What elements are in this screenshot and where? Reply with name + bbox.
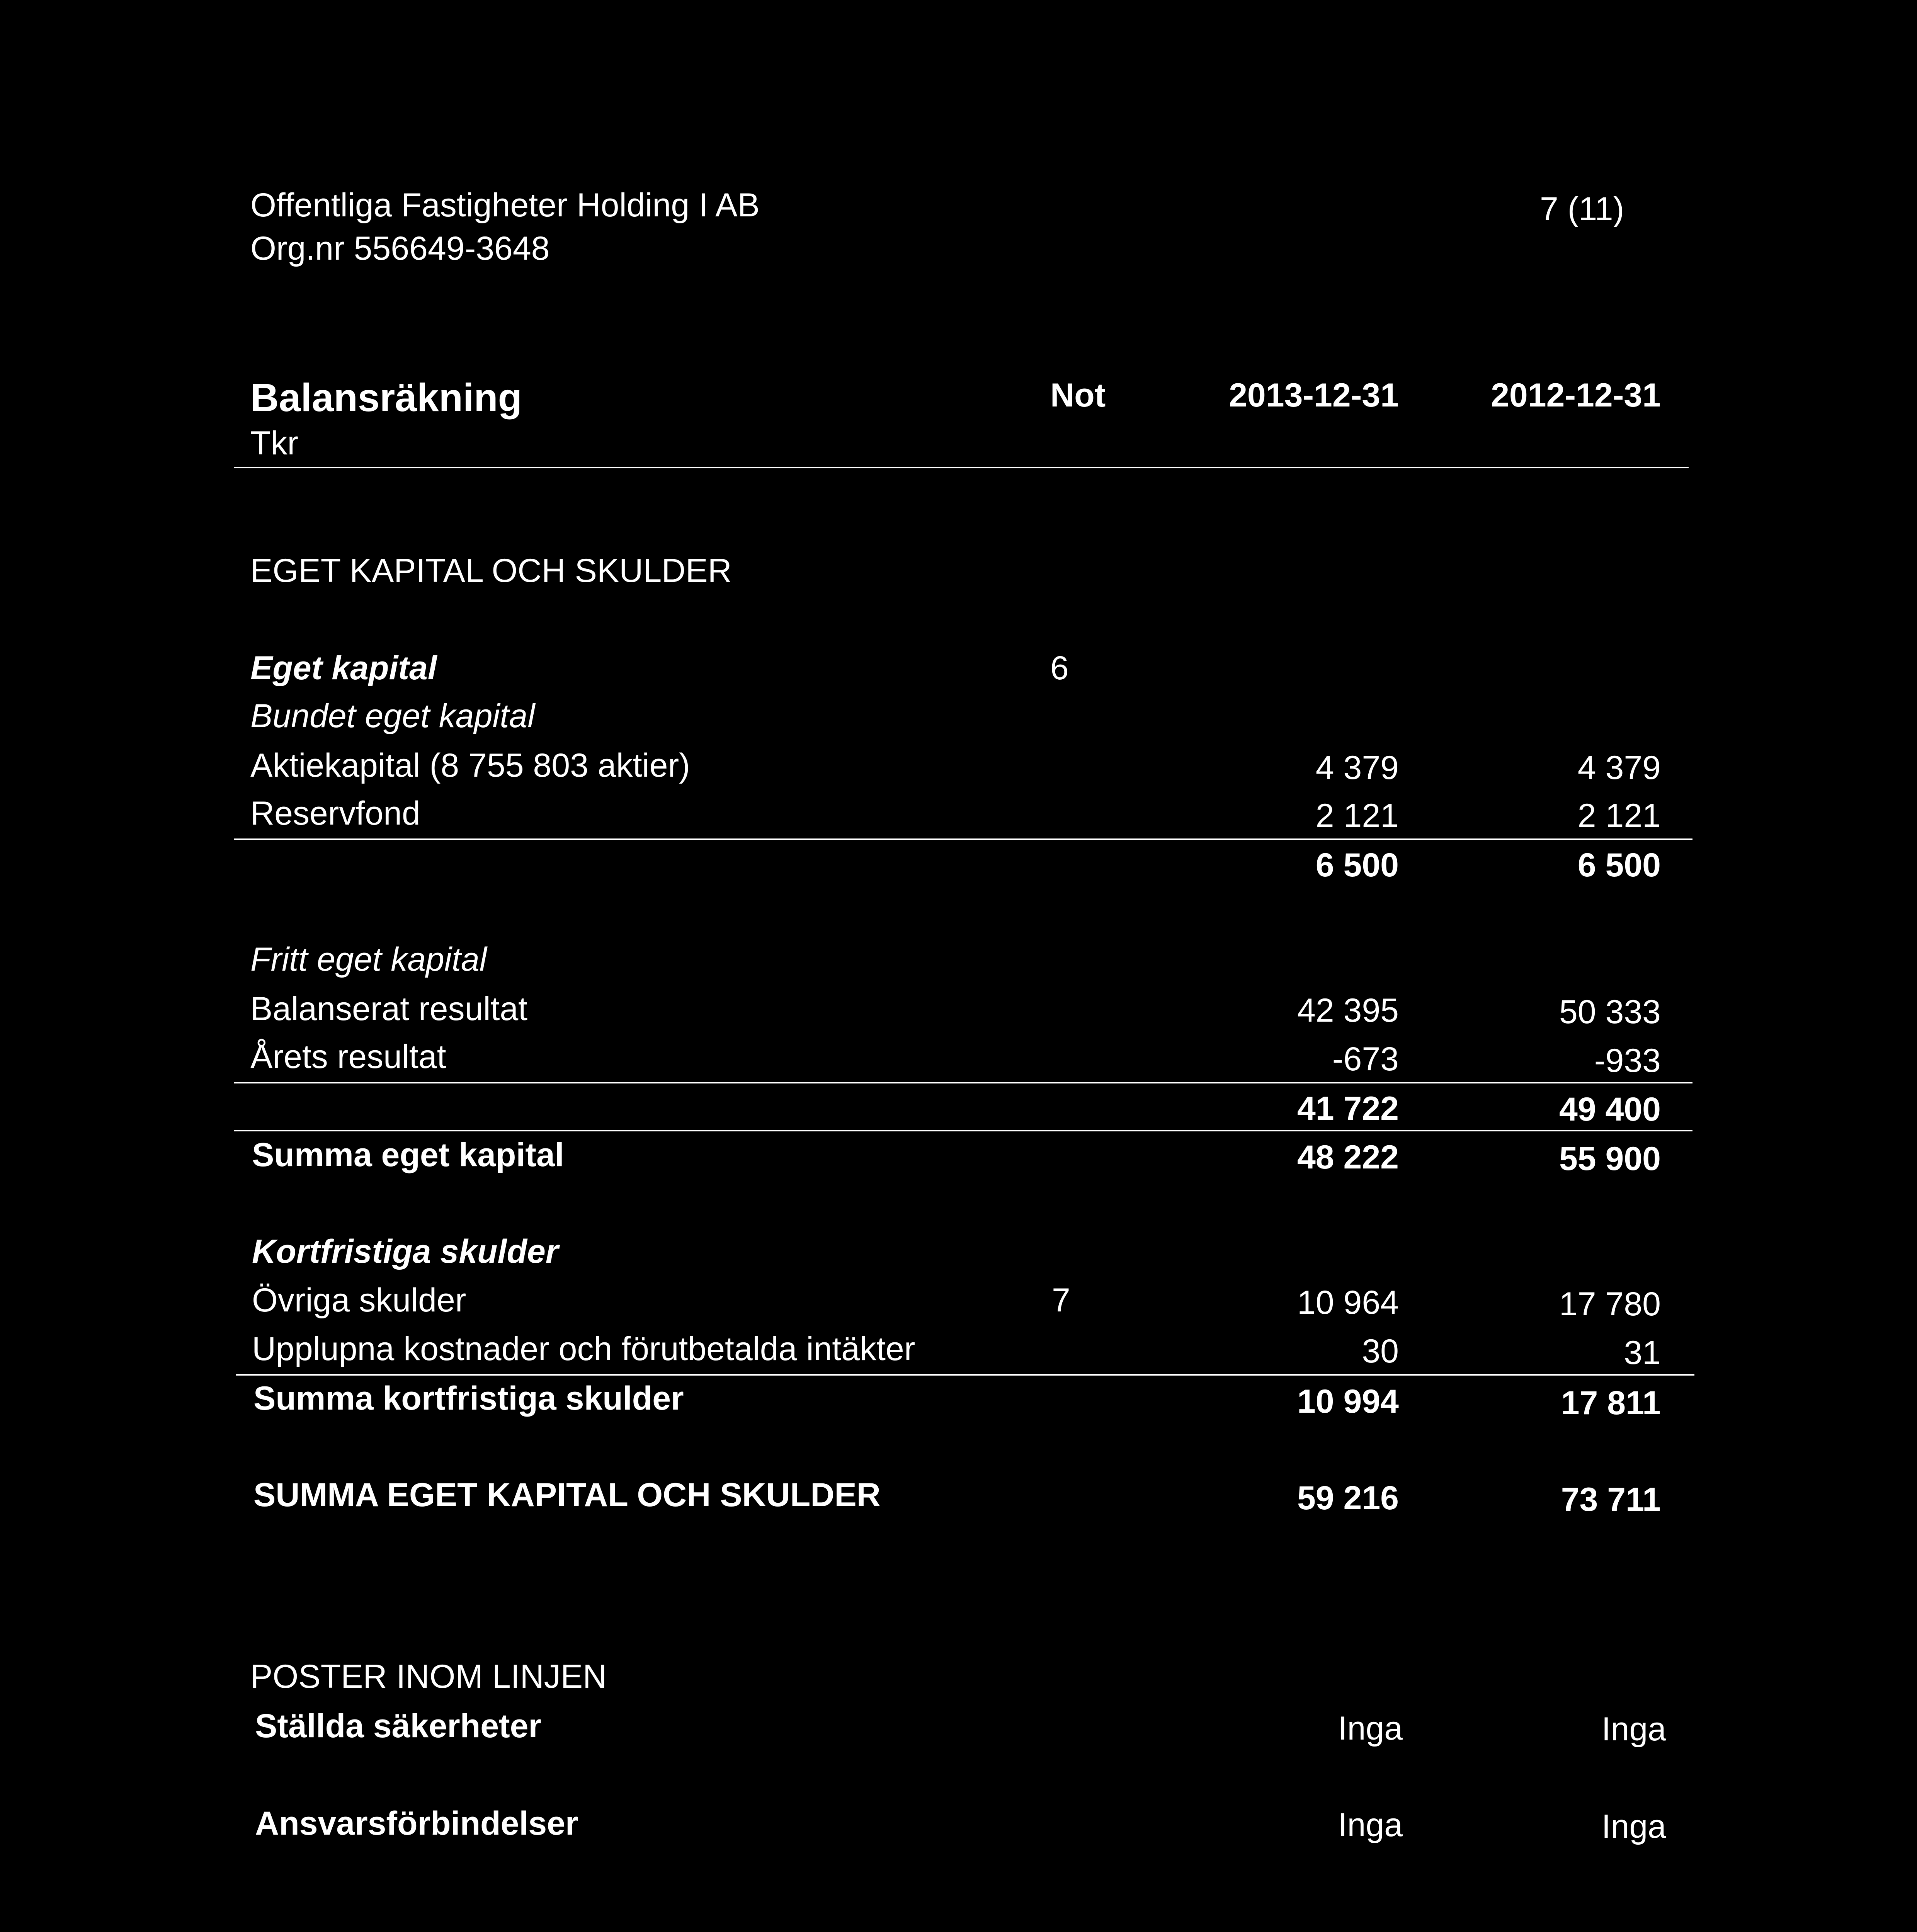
fritt-total-2012: 49 400 [1559,1091,1661,1128]
row-2012-ovriga-skulder: 17 780 [1559,1286,1661,1323]
row-2013-reservfond: 2 121 [1315,797,1399,834]
summa-kortfristiga-label: Summa kortfristiga skulder [253,1380,684,1417]
unit-label: Tkr [250,425,299,462]
fritt-heading: Fritt eget kapital [250,941,487,978]
org-number: Org.nr 556649-3648 [250,230,550,267]
rule-fritt [234,1082,1692,1083]
summa-eget-kapital-label: Summa eget kapital [252,1136,564,1173]
row-note-ovriga-skulder: 7 [1052,1282,1070,1319]
poster-heading: POSTER INOM LINJEN [250,1658,607,1695]
row-2012-arets-resultat: -933 [1594,1042,1661,1079]
summa-eget-kapital-2012: 55 900 [1559,1140,1661,1177]
eget-kapital-heading: Eget kapital [250,650,437,687]
row-2013-ovriga-skulder: 10 964 [1297,1284,1399,1321]
row-2012-balanserat: 50 333 [1559,993,1661,1031]
row-label-aktiekapital: Aktiekapital (8 755 803 aktier) [250,747,690,784]
row-2012-stallda-sakerheter: Inga [1601,1711,1666,1748]
row-label-arets-resultat: Årets resultat [250,1038,446,1075]
bundet-total-2013: 6 500 [1315,847,1399,884]
row-2013-aktiekapital: 4 379 [1315,749,1399,786]
kortfristiga-heading: Kortfristiga skulder [252,1233,559,1270]
eget-kapital-note: 6 [1050,650,1069,687]
row-2013-balanserat: 42 395 [1297,992,1399,1029]
row-label-reservfond: Reservfond [250,795,420,832]
statement-title: Balansräkning [250,376,522,420]
row-label-ansvarsforbindelser: Ansvarsförbindelser [255,1805,578,1842]
summa-kortfristiga-2013: 10 994 [1297,1383,1399,1420]
row-label-upplupna: Upplupna kostnader och förutbetalda intäkter [252,1330,915,1367]
row-2013-arets-resultat: -673 [1332,1041,1399,1078]
rule-kortfristiga [236,1374,1694,1376]
col-header-not: Not [1050,377,1106,414]
page-number: 7 (11) [1540,190,1624,228]
fritt-total-2013: 41 722 [1297,1090,1399,1127]
row-label-ovriga-skulder: Övriga skulder [252,1282,466,1319]
bundet-total-2012: 6 500 [1577,847,1661,884]
col-header-2012: 2012-12-31 [1491,377,1661,414]
row-label-balanserat: Balanserat resultat [250,990,528,1027]
grand-total-2012: 73 711 [1561,1481,1661,1518]
row-2012-ansvarsforbindelser: Inga [1601,1808,1666,1845]
row-label-stallda-sakerheter: Ställda säkerheter [255,1708,541,1745]
rule-bundet [234,838,1692,840]
grand-total-label: SUMMA EGET KAPITAL OCH SKULDER [253,1476,881,1514]
row-2012-upplupna: 31 [1624,1334,1661,1371]
row-2013-upplupna: 30 [1362,1333,1399,1370]
bundet-heading: Bundet eget kapital [250,697,535,735]
col-header-2013: 2013-12-31 [1229,377,1399,414]
row-2012-reservfond: 2 121 [1577,797,1661,834]
company-name: Offentliga Fastigheter Holding I AB [250,187,760,224]
rule-summa-eget [234,1130,1692,1131]
row-2013-stallda-sakerheter: Inga [1338,1710,1403,1747]
section-title: EGET KAPITAL OCH SKULDER [250,552,732,589]
header-rule [234,467,1689,468]
row-2012-aktiekapital: 4 379 [1577,749,1661,786]
grand-total-2013: 59 216 [1297,1480,1399,1517]
row-2013-ansvarsforbindelser: Inga [1338,1806,1403,1844]
summa-kortfristiga-2012: 17 811 [1561,1384,1661,1422]
summa-eget-kapital-2013: 48 222 [1297,1139,1399,1176]
